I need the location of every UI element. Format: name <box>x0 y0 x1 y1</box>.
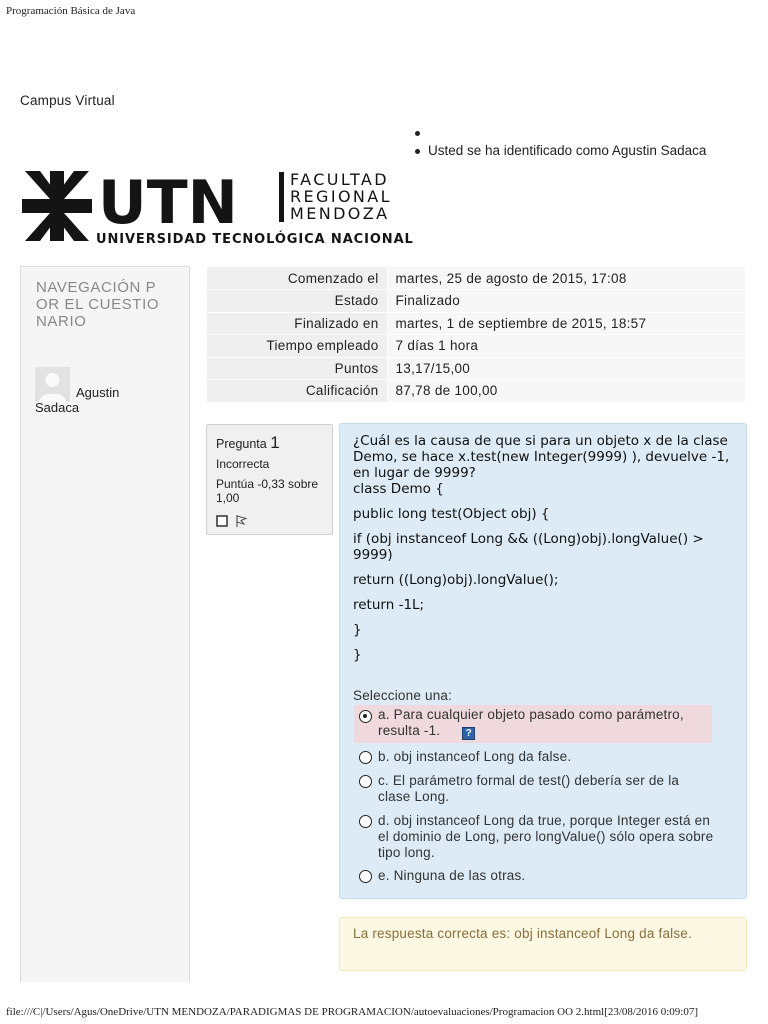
quiz-navigation-block <box>20 266 190 982</box>
answer-option-text: c. El parámetro formal de test() debería ser de la clase Long. <box>378 773 680 804</box>
question-text-line: return -1L; <box>353 597 425 613</box>
utn-emblem-icon <box>22 171 92 241</box>
answer-option-text: a. Para cualquier objeto pasado como parámetro, resulta -1. <box>378 707 684 738</box>
incorrect-feedback-icon: ? <box>462 727 475 740</box>
radio-unselected-icon[interactable] <box>359 775 372 788</box>
radio-unselected-icon[interactable] <box>359 751 372 764</box>
summary-value: 7 días 1 hora <box>387 335 745 358</box>
print-header: Programación Básica de Java <box>6 5 136 17</box>
question-text-line: class Demo { <box>353 481 444 497</box>
question-text-line: if (obj instanceof Long && ((Long)obj).longValue() > 9999) <box>353 531 704 563</box>
flag-icon <box>216 514 250 528</box>
radio-unselected-icon[interactable] <box>359 815 372 828</box>
summary-value: 13,17/15,00 <box>387 357 745 380</box>
logo-line2: REGIONAL <box>290 187 392 206</box>
summary-label: Puntos <box>207 357 387 380</box>
question-text-line: public long test(Object obj) { <box>353 506 550 522</box>
table-row <box>207 312 745 335</box>
question-text-line: } <box>353 647 362 663</box>
table-row <box>207 357 745 380</box>
radio-unselected-icon[interactable] <box>359 870 372 883</box>
question-grade: Puntúa -0,33 sobre 1,00 <box>216 477 319 505</box>
logo-letters: UTN <box>98 168 238 238</box>
answer-option-text: e. Ninguna de las otras. <box>378 868 526 883</box>
question-text-line: } <box>353 622 362 638</box>
summary-label: Estado <box>207 290 387 313</box>
answer-option-d[interactable] <box>354 813 714 861</box>
user-menu <box>428 124 706 160</box>
summary-value: martes, 25 de agosto de 2015, 17:08 <box>387 267 745 290</box>
summary-value: 87,78 de 100,00 <box>387 380 745 403</box>
right-answer-feedback <box>339 917 747 971</box>
table-row <box>207 335 745 358</box>
question-label-text: Pregunta <box>216 437 267 451</box>
answer-prompt: Seleccione una: <box>353 688 453 703</box>
print-footer: file:///C|/Users/Agus/OneDrive/UTN MENDOZA/PARADIGMAS DE PROGRAMACION/autoevaluaciones/Programacion OO 2.html[23/08/2016 0:09:07] <box>6 1006 698 1018</box>
table-row <box>207 267 745 290</box>
summary-label: Finalizado en <box>207 312 387 335</box>
logo-divider <box>279 172 284 222</box>
quiz-navigation-title: NAVEGACIÓN POR EL CUESTIONARIO <box>36 279 160 330</box>
answer-option-text: d. obj instanceof Long da true, porque Integer está en el dominio de Long, pero longValue() sólo opera sobre tipo long. <box>378 813 714 860</box>
table-row <box>207 380 745 403</box>
table-row <box>207 290 745 313</box>
user-menu-item-empty <box>428 124 706 142</box>
question-text-line: ¿Cuál es la causa de que si para un objeto x de la clase Demo, se hace x.test(new Integer(9999) ), devuelve -1, en lugar de 9999? <box>353 433 730 481</box>
question-text <box>353 433 731 663</box>
question-text-line: return ((Long)obj).longValue(); <box>353 572 559 588</box>
utn-logo[interactable] <box>22 168 438 246</box>
summary-value: Finalizado <box>387 290 745 313</box>
question-label <box>216 433 280 453</box>
summary-label: Comenzado el <box>207 267 387 290</box>
question-content <box>339 423 747 899</box>
answer-option-a[interactable] <box>354 705 712 743</box>
logo-line3: MENDOZA <box>290 204 390 223</box>
summary-value: martes, 1 de septiembre de 2015, 18:57 <box>387 312 745 335</box>
user-menu-item-login-info[interactable]: Usted se ha identificado como Agustin Sadaca <box>428 143 707 158</box>
summary-label: Tiempo empleado <box>207 335 387 358</box>
nav-user-name[interactable]: Agustin Sadaca <box>35 385 120 415</box>
site-name-link[interactable]: Campus Virtual <box>20 93 115 108</box>
answer-option-b[interactable] <box>354 749 714 765</box>
question-info-box <box>206 424 333 535</box>
summary-label: Calificación <box>207 380 387 403</box>
logo-subtitle: UNIVERSIDAD TECNOLÓGICA NACIONAL <box>96 232 414 246</box>
radio-selected-icon[interactable] <box>359 710 372 723</box>
answer-option-text: b. obj instanceof Long da false. <box>378 749 572 764</box>
answer-option-c[interactable] <box>354 773 714 805</box>
question-number: 1 <box>270 433 280 452</box>
answer-option-e[interactable] <box>354 868 714 884</box>
flag-question-toggle[interactable] <box>216 514 250 533</box>
question-state: Incorrecta <box>216 457 270 471</box>
attempt-summary-table <box>207 267 745 403</box>
right-answer-text: La respuesta correcta es: obj instanceof Long da false. <box>353 926 692 941</box>
logo-line1: FACULTAD <box>290 170 389 189</box>
